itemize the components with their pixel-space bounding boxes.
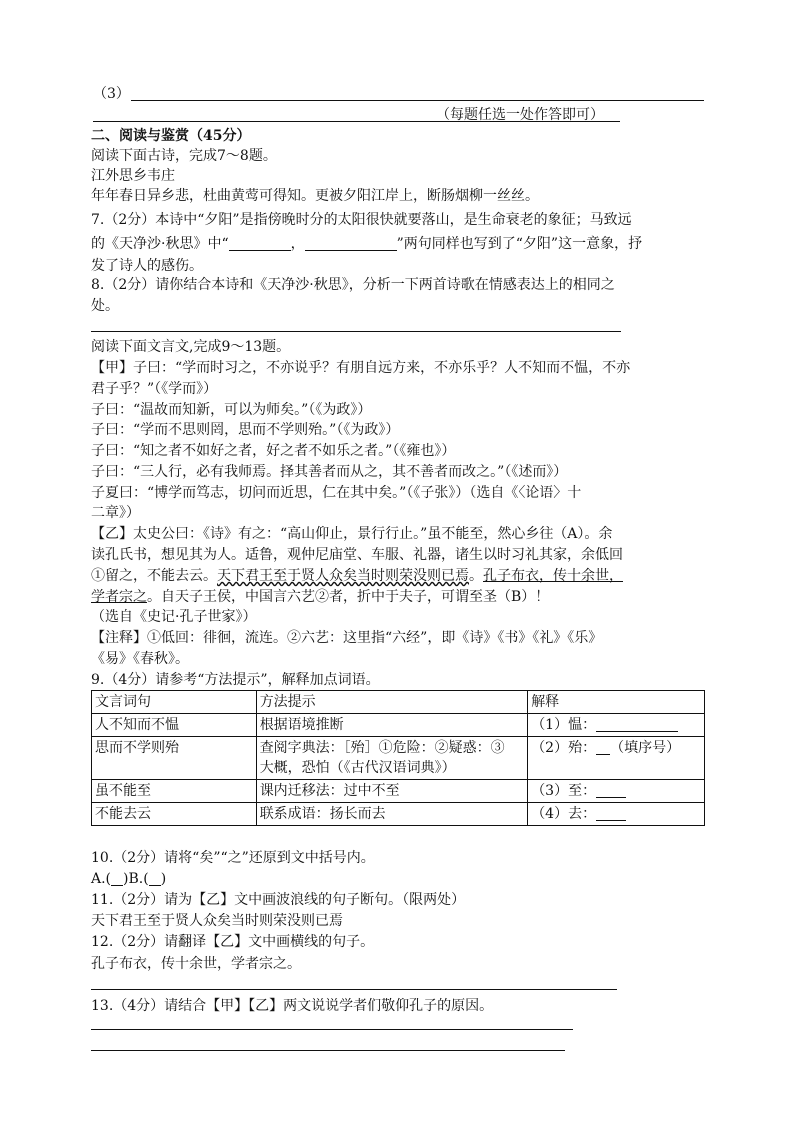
answer-label: （2）殆： <box>531 740 597 756</box>
notes-line-2: 《易》《春秋》。 <box>91 651 189 667</box>
notes-line-1: 【注释】①低回：徘徊，流连。②六艺：这里指“六经”，即《诗》《书》《礼》《乐》 <box>91 630 603 646</box>
jia-line-1: 【甲】子曰：“学而时习之，不亦说乎？有朋自远方来，不亦乐乎？人不知而不愠，不亦 <box>91 360 631 376</box>
q12-answer-line[interactable] <box>91 989 617 990</box>
underlined-sentence-part-1: 孔子布衣，传十余世， <box>483 568 623 584</box>
row-method: 课内迁移法：过中不至 <box>256 780 528 803</box>
method-line-1: 查阅字典法：［殆］①危险：②疑惑：③ <box>259 740 505 756</box>
answer-label: （1）愠： <box>531 717 597 733</box>
answer-label: （4）去： <box>531 806 597 822</box>
jia-line-8: 二章》） <box>91 505 140 521</box>
jia-line-4: 子曰：“学而不思则罔，思而不学则殆。”（《为政》） <box>91 422 400 438</box>
yi-text-d: 。自天子王侯，中国言六艺②者，折中于夫子，可谓至圣（B）！ <box>147 589 550 605</box>
table-row <box>92 737 705 780</box>
q8-line-1: 8.（2分）请你结合本诗和《天净沙·秋思》，分析一下两首诗歌在情感表达上的相同之 <box>91 277 615 293</box>
row-phrase: 不能去云 <box>92 803 257 826</box>
yi-text-a: ①留之，不能去云。 <box>91 568 217 584</box>
answer-suffix: （填序号） <box>610 740 681 756</box>
q10-end: ) <box>160 871 167 887</box>
row-answer <box>528 803 705 826</box>
q13-answer-line-2[interactable] <box>91 1050 565 1051</box>
q7-text-a: 的《天净沙·秋思》中“ <box>91 236 229 252</box>
q10-b-label: )B.( <box>123 871 149 887</box>
q3-label: （3） <box>93 86 130 102</box>
classical-intro: 阅读下面文言文,完成9～13题。 <box>91 339 291 355</box>
q13-answer-line-1[interactable] <box>91 1029 573 1030</box>
q11-stem: 11.（2分）请为【乙】文中画波浪线的句子断句。（限两处） <box>91 892 466 908</box>
underlined-sentence-part-2: 学者宗之 <box>91 589 147 605</box>
table-header-row <box>92 691 705 714</box>
row-answer <box>528 780 705 803</box>
section-heading: 二、阅读与鉴赏（45分） <box>91 128 251 144</box>
q7-blank-2[interactable] <box>305 236 397 251</box>
q10-blank-b[interactable] <box>149 871 161 886</box>
answer-blank-4[interactable] <box>596 806 626 821</box>
header-answer: 解释 <box>528 691 705 714</box>
q8-answer-line[interactable] <box>91 331 621 332</box>
q7-line-1: 7.（2分）本诗中“夕阳”是指傍晚时分的太阳很快就要落山，是生命衰老的象征；马致远 <box>91 212 632 228</box>
answer-blank-2[interactable] <box>596 740 610 755</box>
row-phrase: 人不知而不愠 <box>92 714 257 737</box>
jia-line-3: 子曰：“温故而知新，可以为师矣。”（《为政》） <box>91 402 372 418</box>
yi-source: （选自《史记·孔子世家》） <box>91 609 257 625</box>
method-line-2: 大概，恐怕（《古代汉语词典》） <box>259 760 456 776</box>
yi-line-1: 【乙】太史公曰：《诗》有之：“高山仰止，景行行止。”虽不能至，然心乡往（A）。余 <box>91 526 613 542</box>
q12-stem: 12.（2分）请翻译【乙】文中画横线的句子。 <box>91 934 375 950</box>
poem-text: 年年春日异乡悲，杜曲黄莺可得知。更被夕阳江岸上，断肠烟柳一丝丝。 <box>91 188 539 204</box>
header-phrase: 文言词句 <box>92 691 257 714</box>
yi-line-4 <box>91 587 549 607</box>
q10-blank-a[interactable] <box>111 871 123 886</box>
yi-text-c: 。 <box>469 568 483 584</box>
header-method: 方法提示 <box>256 691 528 714</box>
q7-text-c: ”两句同样也写到了“夕阳”这一意象，抒 <box>396 236 643 252</box>
top-note: （每题任选一处作答即可） <box>436 107 604 123</box>
q10-stem: 10.（2分）请将“矣”“之”还原到文中括号内。 <box>91 850 375 866</box>
q7-line-3: 发了诗人的感伤。 <box>91 258 203 274</box>
q7-line-2 <box>91 234 642 254</box>
wavy-sentence: 天下君王至于贤人众矣当时则荣没则已焉 <box>217 568 469 584</box>
q9-stem: 9.（4分）请参考“方法提示”，解释加点词语。 <box>91 672 380 688</box>
top-note-line <box>93 121 620 122</box>
table-row <box>92 780 705 803</box>
row-method <box>256 737 528 780</box>
q3-answer-line[interactable] <box>131 100 704 101</box>
row-phrase: 思而不学则殆 <box>92 737 257 780</box>
row-answer <box>528 714 705 737</box>
q8-line-2: 处。 <box>91 298 119 314</box>
yi-line-3 <box>91 566 623 586</box>
q7-text-b: ， <box>290 236 305 252</box>
jia-line-7: 子夏曰：“博学而笃志，切问而近思，仁在其中矣。”（《子张》）（选自《〈论语〉十 <box>91 485 582 501</box>
row-method: 联系成语：扬长而去 <box>256 803 528 826</box>
row-phrase: 虽不能至 <box>92 780 257 803</box>
method-table <box>91 690 705 826</box>
answer-label: （3）至： <box>531 783 597 799</box>
jia-line-5: 子曰：“知之者不如好之者，好之者不如乐之者。”（《雍也》） <box>91 443 456 459</box>
row-method: 根据语境推断 <box>256 714 528 737</box>
table-row <box>92 714 705 737</box>
poem-intro: 阅读下面古诗，完成7～8题。 <box>91 148 277 164</box>
table-row <box>92 803 705 826</box>
q11-sentence: 天下君王至于贤人众矣当时则荣没则已焉 <box>91 913 343 929</box>
jia-line-2: 君子乎？”（《学而》） <box>91 381 218 397</box>
yi-line-2: 读孔氏书，想见其为人。适鲁，观仲尼庙堂、车服、礼器，诸生以时习礼其家，余低回 <box>91 547 623 563</box>
jia-line-6: 子曰：“三人行，必有我师焉。择其善者而从之，其不善者而改之。”（《述而》） <box>91 464 568 480</box>
q12-sentence: 孔子布衣，传十余世，学者宗之。 <box>91 956 301 972</box>
q13-stem: 13.（4分）请结合【甲】【乙】两文说说学者们敬仰孔子的原因。 <box>91 998 494 1014</box>
q10-answer-line <box>91 869 166 889</box>
row-answer <box>528 737 705 780</box>
answer-blank-3[interactable] <box>596 783 626 798</box>
q10-a-label: A.( <box>91 871 112 887</box>
poem-title: 江外思乡韦庄 <box>91 168 175 184</box>
q7-blank-1[interactable] <box>229 236 291 251</box>
answer-blank-1[interactable] <box>596 717 678 732</box>
